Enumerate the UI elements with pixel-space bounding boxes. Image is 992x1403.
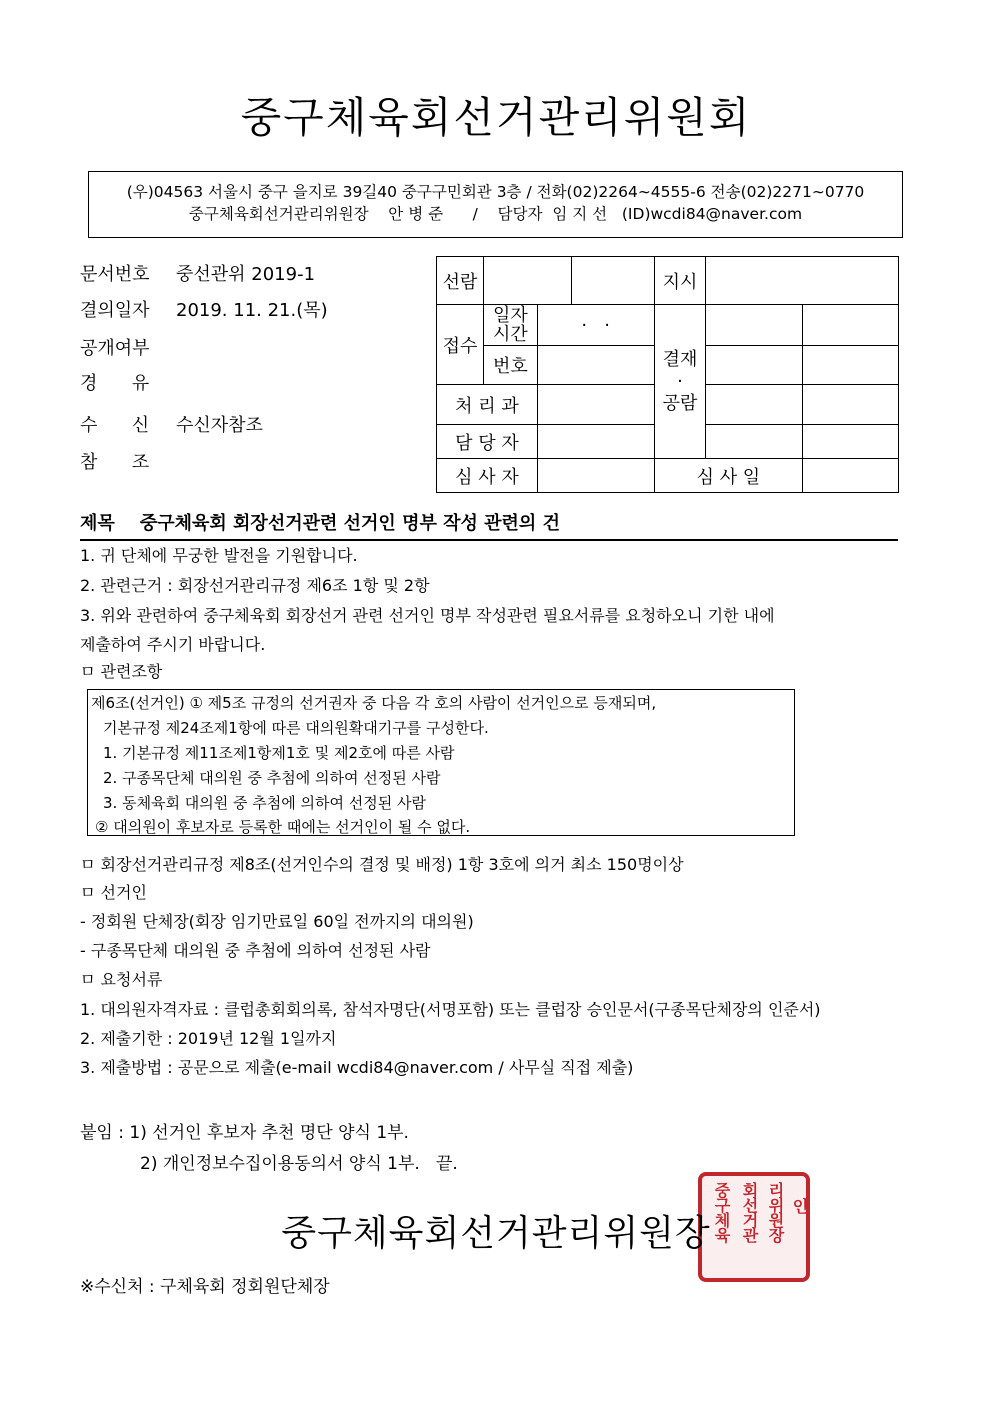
recipient: 수신자참조: [176, 415, 263, 436]
cheorigwa-cell: [537, 385, 654, 425]
simsail-label: 심 사 일: [654, 459, 803, 493]
sign-cell: [706, 305, 803, 346]
seollam-cell: [483, 257, 571, 305]
reg-line: 3. 동체육회 대의원 중 추첨에 의하여 선정된 사람: [103, 794, 426, 812]
seollam-cell-2: [571, 257, 654, 305]
date-label: 결의일자: [80, 300, 150, 321]
contact-line: 중구체육회선거관리위원장 안 병 준 / 담당자 임 지 선 (ID)wcdi84@naver.com: [188, 205, 803, 223]
issuer-name: 중구체육회선거관리위원장: [281, 1213, 711, 1254]
reg-line: 제6조(선거인) ① 제5조 규정의 선거권자 중 다음 각 호의 사람이 선거인으로 등재되며,: [91, 694, 657, 712]
reg-line: 1. 기본규정 제11조제1항제1호 및 제2호에 따른 사람: [103, 744, 455, 762]
heading-voters: ㅁ 선거인: [80, 883, 147, 902]
cheorigwa-label: 처 리 과: [437, 385, 538, 425]
doc-no-label: 문서번호: [80, 264, 150, 285]
sign-cell: [803, 305, 899, 346]
sigan-label: 시간: [492, 324, 528, 345]
attachment-2: 2) 개인정보수집이용동의서 양식 1부. 끝.: [140, 1154, 458, 1174]
jisi-cell: [706, 257, 899, 305]
sign-cell: [803, 346, 899, 385]
sign-cell: [706, 425, 803, 459]
via-label: 경 유: [80, 373, 150, 394]
divider: [80, 539, 898, 541]
jeopsu-label: 접수: [437, 305, 484, 385]
sign-cell: [803, 385, 899, 425]
required-doc-item: 1. 대의원자격자료 : 클럽총회회의록, 참석자명단(서명포함) 또는 클럽장 승인문서(구종목단체장의 인준서): [80, 1000, 821, 1019]
beonho-label: 번호: [483, 346, 537, 385]
voter-item: - 구종목단체 대의원 중 추첨에 의하여 선정된 사람: [80, 941, 431, 960]
reg-line: 기본규정 제24조제1항에 따른 대의원확대기구를 구성한다.: [103, 719, 489, 737]
recipient-label: 수 신: [80, 415, 150, 436]
paragraph-3-cont: 제출하여 주시기 바랍니다.: [80, 635, 266, 654]
address-line: (우)04563 서울시 중구 을지로 39길40 중구구민회관 3층 / 전화(02)2264∼4555-6 전송(02)2271∼0770: [126, 183, 865, 201]
gyeoljae-label: 결재: [662, 348, 698, 370]
gongnam-label: 공람: [662, 392, 698, 414]
gyeoljae-dot: ·: [677, 370, 683, 392]
official-seal: 중구체육 회선거관 리위원장 인: [698, 1172, 810, 1282]
subject: 제목 중구체육회 회장선거관련 선거인 명부 작성 관련의 건: [80, 513, 560, 534]
heading-voter-count: ㅁ 회장선거관리규정 제8조(선거인수의 결정 및 배정) 1항 3호에 의거 최소 150명이상: [80, 855, 684, 874]
simsail-cell: [803, 459, 899, 493]
attachment-1: 붙임 : 1) 선거인 후보자 추천 명단 양식 1부.: [80, 1123, 409, 1143]
sign-cell: [803, 425, 899, 459]
beonho-cell: [537, 346, 654, 385]
receipt-date: · ·: [537, 305, 654, 346]
seollam-label: 선람: [437, 257, 484, 305]
damdangja-cell: [537, 425, 654, 459]
required-doc-item: 2. 제출기한 : 2019년 12월 1일까지: [80, 1029, 337, 1048]
heading-required-docs: ㅁ 요청서류: [80, 970, 163, 989]
voter-item: - 정회원 단체장(회장 임기만료일 60일 전까지의 대의원): [80, 912, 474, 931]
regulation-box: [87, 689, 795, 836]
ref-label: 참 조: [80, 452, 150, 473]
paragraph-3: 3. 위와 관련하여 중구체육회 회장선거 관련 선거인 명부 작성관련 필요서류를 요청하오니 기한 내에: [80, 606, 775, 625]
recipients-note: ※수신처 : 구체육회 정회원단체장: [80, 1277, 330, 1297]
resolution-date: 2019. 11. 21.(목): [176, 300, 328, 321]
approval-table: [436, 256, 899, 493]
reg-line: 2. 구종목단체 대의원 중 추첨에 의하여 선정된 사람: [103, 769, 441, 787]
required-doc-item: 3. 제출방법 : 공문으로 제출(e-mail wcdi84@naver.com / 사무실 직접 제출): [80, 1058, 634, 1077]
reg-line: ② 대의원이 후보자로 등록한 때에는 선거인이 될 수 없다.: [95, 818, 471, 836]
disclosure-label: 공개여부: [80, 338, 150, 359]
ilja-label: 일자: [492, 305, 528, 326]
heading-related-articles: ㅁ 관련조항: [80, 662, 163, 681]
address-box: [88, 171, 903, 238]
simsaja-cell: [537, 459, 654, 493]
document-title: 중구체육회선거관리위원회: [240, 93, 752, 142]
jisi-label: 지시: [654, 257, 706, 305]
doc-no: 중선관위 2019-1: [176, 264, 316, 285]
damdangja-label: 담 당 자: [437, 425, 538, 459]
sign-cell: [706, 346, 803, 385]
sign-cell: [706, 385, 803, 425]
simsaja-label: 심 사 자: [437, 459, 538, 493]
paragraph-1: 1. 귀 단체에 무궁한 발전을 기원합니다.: [80, 546, 358, 565]
paragraph-2: 2. 관련근거 : 회장선거관리규정 제6조 1항 및 2항: [80, 576, 430, 595]
